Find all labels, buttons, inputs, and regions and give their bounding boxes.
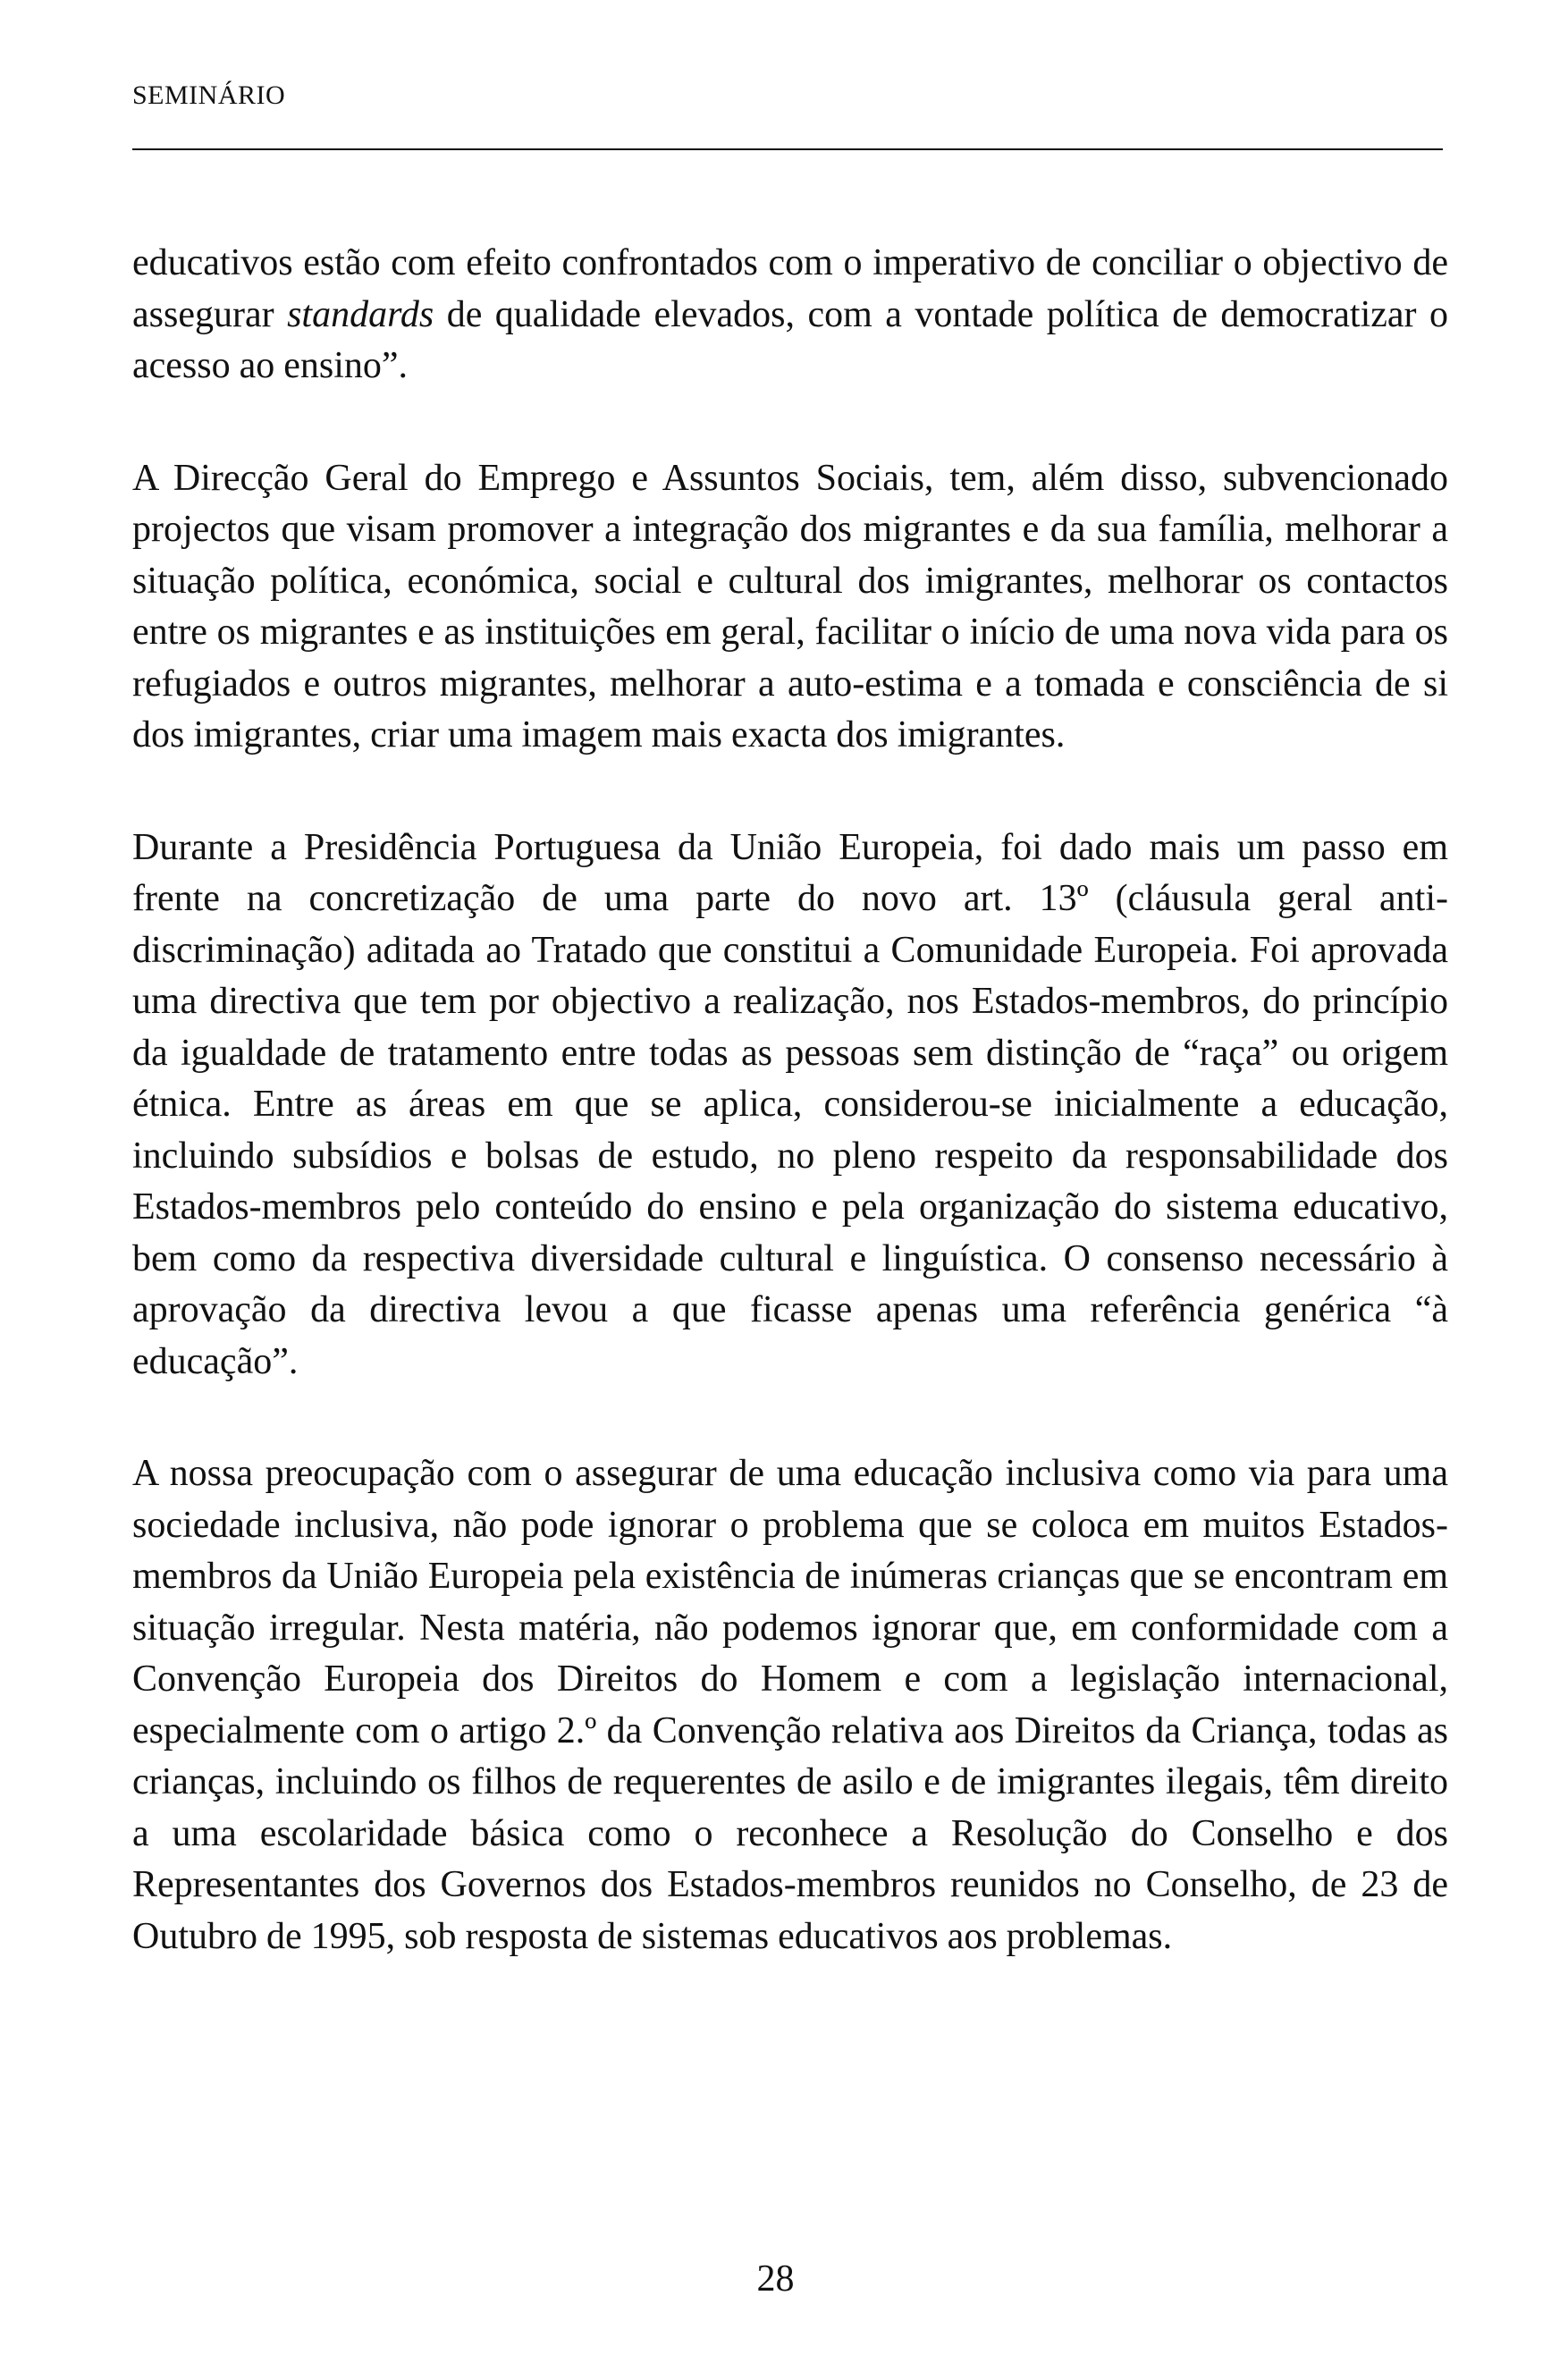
- header-rule: [132, 148, 1443, 150]
- running-header: SEMINÁRIO: [132, 80, 286, 110]
- page-number: 28: [756, 2258, 795, 2300]
- paragraph-2: A Direcção Geral do Emprego e Assuntos Sociais, tem, além disso, subvencionado projectos que visam promover a integração dos migrantes e da sua família, melhorar a situação política, económica, social e cultural dos imigrantes, melhorar os contactos entre os migrantes e as instituições em geral, facilitar o início de uma nova vida para os refugiados e outros migrantes, melhorar a auto-estima e a tomada e consciência de si dos imigrantes, criar uma imagem mais exacta dos imigrantes.: [132, 457, 1448, 755]
- body-text: [132, 238, 1448, 1962]
- paragraph-1-text-end: de qualidade elevados, com a vontade política de democratizar o acesso ao ensino”.: [132, 293, 1448, 386]
- paragraph-1-text-start: educativos estão com efeito confrontados com o imperativo de conciliar o objectivo de assegurar: [132, 242, 1448, 335]
- paragraph-3: Durante a Presidência Portuguesa da União Europeia, foi dado mais um passo em frente na concretização de uma parte do novo art. 13º (cláusula geral anti-discriminação) aditada ao Tratado que constitui a Comunidade Europeia. Foi aprovada uma directiva que tem por objectivo a realização, nos Estados-membros, do princípio da igualdade de tratamento entre todas as pessoas sem distinção de “raça” ou origem étnica. Entre as áreas em que se aplica, considerou-se inicialmente a educação, incluindo subsídios e bolsas de estudo, no pleno respeito da responsabilidade dos Estados-membros pelo conteúdo do ensino e pela organização do sistema educativo, bem como da respectiva diversidade cultural e linguística. O consenso necessário à aprovação da directiva levou a que ficasse apenas uma referência genérica “à educação”.: [132, 826, 1448, 1382]
- paragraph-1: [132, 238, 1448, 392]
- paragraph-4: A nossa preocupação com o assegurar de uma educação inclusiva como via para uma sociedade inclusiva, não pode ignorar o problema que se coloca em muitos Estados-membros da União Europeia pela existência de inúmeras crianças que se encontram em situação irregular. Nesta matéria, não podemos ignorar que, em conformidade com a Convenção Europeia dos Direitos do Homem e com a legislação internacional, especialmente com o artigo 2.º da Convenção relativa aos Direitos da Criança, todas as crianças, incluindo os filhos de requerentes de asilo e de imigrantes ilegais, têm direito a uma escolaridade básica como o reconhece a Resolução do Conselho e dos Representantes dos Governos dos Estados-membros reunidos no Conselho, de 23 de Outubro de 1995, sob resposta de sistemas educativos aos problemas.: [132, 1453, 1448, 1957]
- paragraph-1-italic-term: standards: [287, 293, 434, 335]
